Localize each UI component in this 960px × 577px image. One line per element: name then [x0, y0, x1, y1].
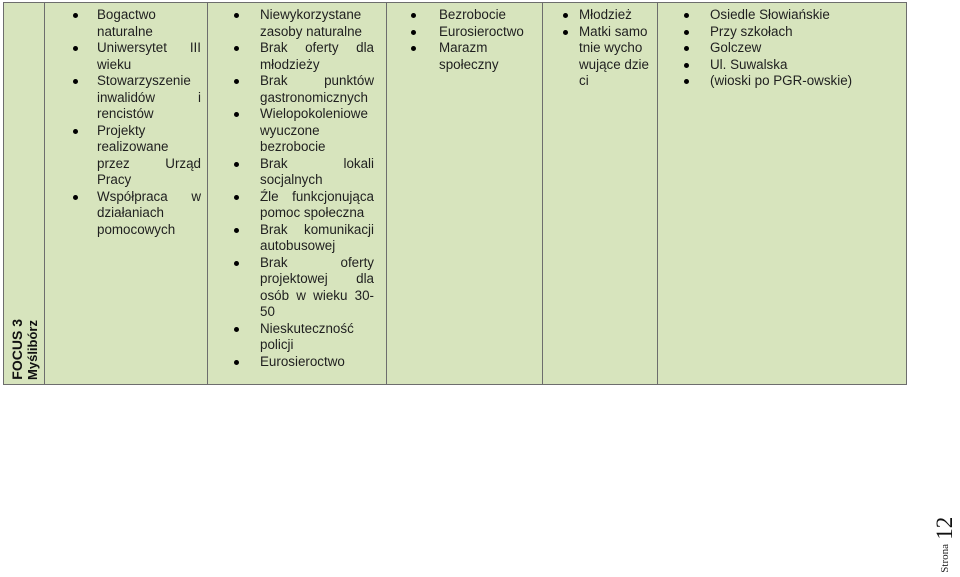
areas-list: [658, 3, 906, 90]
list-item: Wielopokoleniowe wyuczone bezrobocie: [208, 106, 380, 156]
bullet-icon: [234, 13, 239, 18]
bullet-icon: [684, 13, 689, 18]
areas-cell: [658, 3, 907, 385]
bullet-icon: [411, 13, 416, 18]
focus-location: Myślibórz: [25, 320, 40, 380]
focus-label: [10, 180, 44, 380]
bullet-icon: [234, 195, 239, 200]
page-footer: [932, 493, 958, 573]
bullet-icon: [234, 228, 239, 233]
bullet-icon: [73, 129, 78, 134]
focus-group-table: [3, 2, 907, 385]
bullet-icon: [73, 195, 78, 200]
table-row: [4, 3, 907, 385]
bullet-icon: [234, 162, 239, 167]
list-item: Marazm społeczny: [387, 40, 536, 73]
list-item: Uniwersytet III wieku: [45, 40, 201, 73]
threats-cell: [387, 3, 543, 385]
bullet-icon: [234, 112, 239, 117]
bullet-icon: [234, 79, 239, 84]
bullet-icon: [684, 46, 689, 51]
list-item: Projekty realizowane przez Urząd Pracy: [45, 123, 201, 189]
list-item: Eurosieroctwo: [208, 354, 380, 371]
bullet-icon: [684, 30, 689, 35]
bullet-icon: [411, 30, 416, 35]
bullet-icon: [563, 30, 568, 35]
threats-list: [387, 3, 542, 73]
bullet-icon: [234, 327, 239, 332]
list-item: Brak punktów gastronomicznych: [208, 73, 380, 106]
list-item: Osiedle Słowiańskie: [658, 7, 900, 24]
problems-cell: [208, 3, 387, 385]
list-item: Brak lokali socjalnych: [208, 156, 380, 189]
list-item: Eurosieroctwo: [387, 24, 536, 41]
list-item: Źle funkcjonująca pomoc społeczna: [208, 189, 380, 222]
list-item: Współpraca w działaniach pomocowych: [45, 189, 201, 239]
bullet-icon: [563, 13, 568, 18]
groups-list: [543, 3, 657, 90]
bullet-icon: [684, 63, 689, 68]
list-item: Ul. Suwalska: [658, 57, 900, 74]
bullet-icon: [411, 46, 416, 51]
bullet-icon: [73, 79, 78, 84]
list-item: Brak komunikacji autobusowej: [208, 222, 380, 255]
list-item: Brak oferty projektowej dla osób w wieku 30-50: [208, 255, 380, 321]
focus-label-cell: [4, 3, 45, 385]
list-item: Matki samotnie wychowujące dzieci: [543, 24, 653, 90]
focus-title: FOCUS 3: [9, 319, 25, 380]
page-number-label: [932, 517, 958, 573]
list-item: Niewykorzystane zasoby naturalne: [208, 7, 380, 40]
resources-list: [45, 3, 207, 238]
list-item: Golczew: [658, 40, 900, 57]
bullet-icon: [684, 79, 689, 84]
list-item: Bogactwo naturalne: [45, 7, 201, 40]
list-item: Stowarzyszenie inwalidów i rencistów: [45, 73, 201, 123]
list-item: Bezrobocie: [387, 7, 536, 24]
bullet-icon: [234, 360, 239, 365]
list-item: Młodzież: [543, 7, 653, 24]
bullet-icon: [73, 46, 78, 51]
bullet-icon: [234, 46, 239, 51]
list-item: Nieskuteczność policji: [208, 321, 380, 354]
bullet-icon: [73, 13, 78, 18]
bullet-icon: [234, 261, 239, 266]
groups-cell: [543, 3, 658, 385]
list-item: (wioski po PGR-owskie): [658, 73, 900, 90]
list-item: Przy szkołach: [658, 24, 900, 41]
resources-cell: [45, 3, 208, 385]
page-number: 12: [932, 517, 957, 541]
list-item: Brak oferty dla młodzieży: [208, 40, 380, 73]
page-label: Strona: [939, 544, 951, 573]
problems-list: [208, 3, 386, 370]
